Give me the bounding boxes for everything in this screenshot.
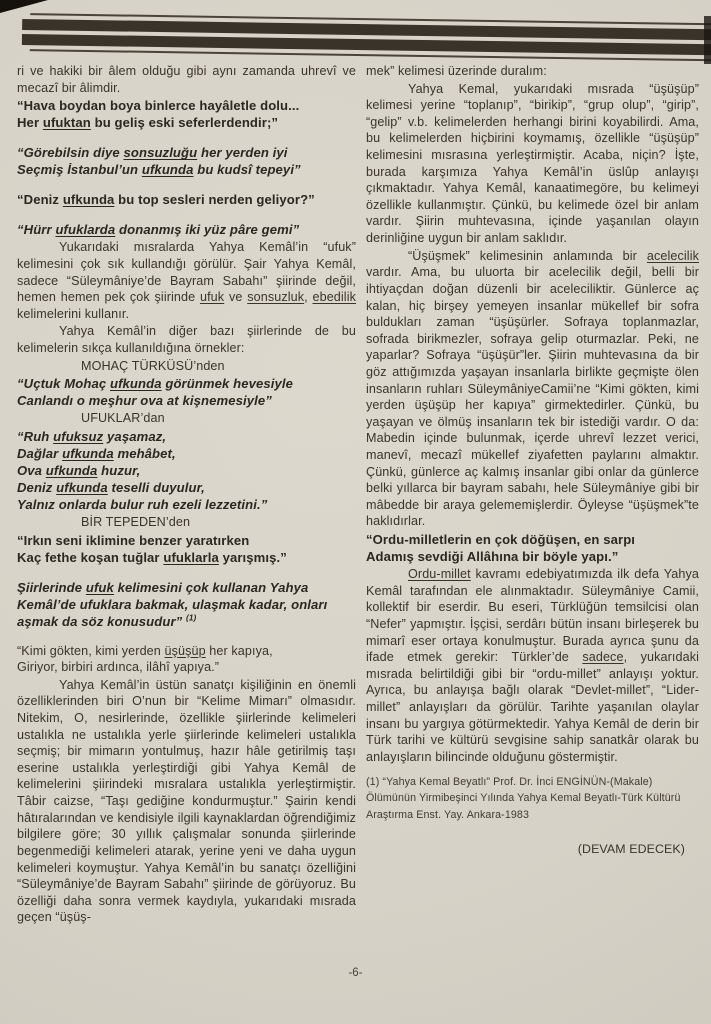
text-line: (DEVAM EDECEK) (577, 841, 685, 856)
text-line: ri ve hakiki bir âlem olduğu gibi aynı zamanda uhrevî ve mecazî bir âlimdir. (17, 64, 356, 95)
scan-artifact-edge (704, 16, 711, 64)
text-line: Yahya Kemâl’in üstün sanatçı kişiliğinin en önemli özelliklerinden biri O’nun bir “Kelime Mimarı” olmasıdır. Nitekim, O, nesirlerinde, özellikle şiirlerinde kelimeleri ustalıkla ne ustalıkla yerle şiirlerinde kelimeleri ustalıkla seçmiş; bir mimarın yontulmuş, hazır hâle getirilmiş taşı eserine ustalıkla yerleştirdiği gibi Yahya Kemâl de kelimelerini şiirindeki mısralara ustalıkla yerleştirmiştir. Tâbir caizse, “Taşı gediğine kondurmuştur.” Şairin kendi hâtıralarından ve kendisiyle ilgili kaynaklardan öğrendiğimiz bilgilere göre; 30 yıllık çalışmalar sonunda şiirlerinde begenmediği kelimeleri atarak, yerine yeni ve daha uygun kelimeleri koymuştur. Yahya Kemâl’in bu sanatçı özelliğini “Süleymâniye’de Bayram Sabahı” şiirinde de görüyoruz. Bu özelliği daha sonra vermek kaydıyla, yukarıdaki mısrada geçen “üşüş- (17, 677, 356, 925)
poem-source (17, 358, 356, 375)
text-line: Deniz ufkunda teselli duyulur, (17, 479, 205, 495)
text-line: “Kimi gökten, kimi yerden üşüşüp her kapıya, (17, 643, 273, 658)
text-line: “Üşüşmek” kelimesinin anlamında bir acelecilik vardır. Ama, bu uluorta bir acelecilik değil, belli bir ihtiyaçdan doğan düzenli bir aceleciliktir. Günlerce aç kalan, hiç birşey yemeyen insanlar mükellef bir sofra buldukları zaman “üşüşürler. Sofraya toplanmazlar, sofrada birikmezler, sofraya gelip oturmazlar. Peki, ne yaparlar? Sofraya “üşüşür”ler. Şiirin muhtevasına da bir göz attığımızda yaşayan insanlarla birlikte geçmişte ölen insanların ruhları SüleymâniyeCamii’ne “Kimi gökten, kimi yerden üşüşüp her kapıya” girmektedirler. Çünkü, bu yaşayan ve ölmüş insanların tek bir istediği vardır. O da: Mabedin içinde bulunmak, içerde uhrevî lezzet verici, manevî, mecazî mükellef ziyafetten paylarını almaktır. Çünkü, günlerce aç kalmış insanlar gibi onlar da günlerce belki yıllarca bir bayram sabahı, hele Süleymâniye gibi bir mâbedde bir araya gelememişlerdir. Öyleyse “üşüşmek”te haklıdırlar. (366, 248, 699, 529)
verse-quote (17, 643, 356, 676)
text-line: Kaç fethe koşan tuğlar ufuklarla yarışmış.” (17, 549, 287, 565)
text-line: BİR TEPEDEN’den (81, 514, 191, 529)
text-line: Yahya Kemâl’in diğer bazı şiirlerinde de bu kelimelerin sıkça kullanıldığına örnekler: (17, 324, 356, 355)
verse-quote (17, 191, 356, 208)
continuation-notice (366, 841, 699, 857)
text-line: “Ruh ufuksuz yaşamaz, (17, 428, 167, 444)
text-line: Şiirlerinde ufuk kelimesini çok kullanan Yahya Kemâl’de ufuklara bakmak, ulaşmak kadar, onları aşmak da söz konusudur” $^{(1)}$ (17, 579, 328, 629)
text-line: MOHAÇ TÜRKÜSÜ’nden (81, 358, 225, 373)
continued-paragraph (17, 63, 356, 96)
text-line: Dağlar ufkunda mehâbet, (17, 445, 176, 461)
right-column (366, 63, 699, 858)
scan-artifact-corner (0, 0, 48, 13)
header-rule-bars (22, 13, 711, 65)
text-line: Yalnız onlarda bulur ruh ezeli lezzetini.” (17, 496, 268, 512)
paragraph (366, 81, 699, 247)
verse-quote (17, 532, 356, 566)
text-line: “Ordu-milletlerin en çok döğüşen, en sarpı (366, 532, 636, 548)
text-line: UFUKLAR’dan (81, 411, 165, 426)
text-line: Adamış sevdiği Allâhına bir böyle yapı.” (366, 549, 619, 565)
verse-quote (17, 375, 356, 409)
paragraph (366, 248, 699, 530)
text-line: “Deniz ufkunda bu top sesleri nerden geliyor?” (17, 192, 315, 208)
text-line: “Görebilsin diye sonsuzluğu her yerden iyi (17, 145, 288, 161)
text-line: mek” kelimesi üzerinde duralım: (366, 64, 547, 78)
paragraph (366, 566, 699, 765)
paragraph (17, 677, 356, 926)
text-line: Yahya Kemal, yukarıdaki mısrada “üşüşüp” kelimesi yerine “toplanıp”, “birikip”, “grup olup”, “girip”, “gelip” v.b. kelimelerden herhangi birini koyabilirdi. Ama, bu kelimelerden hiçbirini koymamış, özellikle “üşüşüp” kelimesini mısrasına yerleştirmiştir. Acaba, niçin? İşte, burada karşımıza Yahya Kemâl’in üslûp anlayışı çıkmaktadır. Yahya Kemâl, kanaatimegöre, bu kelimeyi özellikle kullanmıştır. Çünkü, bu kelimede özel bir anlam vardır. Şiirin muhtevasına, içinde yaşanılan olayın derinliğine uygun bir anlam saklıdır. (366, 81, 699, 246)
text-line: “Hürr ufuklarda donanmış iki yüz pâre gemi” (17, 222, 300, 238)
text-line: Giriyor, birbiri ardınca, ilâhî yapıya.” (17, 660, 220, 675)
verse-quote (17, 144, 356, 178)
text-line: “Irkın seni iklimine benzer yaratırken (17, 532, 250, 548)
text-line: Ova ufkunda huzur, (17, 462, 141, 478)
text-line: (1) “Yahya Kemal Beyatlı” Prof. Dr. İnci ENGİNÜN-(Makale) Ölümünün Yirmibeşinci Yılında Yahya Kemal Beyatlı-Türk Kültürü Araştırma Enst. Yay. Ankara-1983 (366, 776, 681, 821)
continued-paragraph (366, 63, 699, 80)
poem-source (17, 410, 356, 427)
verse-quote (17, 428, 356, 513)
paragraph (17, 323, 356, 356)
text-line: “Uçtuk Mohaç ufkunda görünmek hevesiyle (17, 376, 294, 392)
citation-quote (17, 579, 356, 630)
text-line: Ordu-millet kavramı edebiyatımızda ilk defa Yahya Kemâl tarafından ele alınmaktadır. Süleymâniye Camii, kollektif bir eserdir. Bu eseri, Türklüğün temsilcisi olan “Nefer” yapmıştır. İşçisi, serdârı bütün insanı birleşerek bu mimarî eser ortaya konulmuştur. Burada ayrıca şunu da ifade etmek gerekir: Türkler’de sadece, yukarıdaki mısrada belirtildiği gibi bir “ordu-millet” anlayışı yoktur. Ayrıca, bu anlayışa bağlı olarak “Devlet-millet”, “Lider-millet” anlayışları da görülür. Tarihte yaşanılan olaylar insanı bu yargıya götürmektedir. Yahya Kemâl de derin bir Türk tarihi ve kültürü sevgisine sahip sanatkâr olarak bu anlayışların bilincinde olduğunu göstermiştir. (366, 567, 699, 764)
text-line: Yukarıdaki mısralarda Yahya Kemâl’in “ufuk” kelimesini çok sık kullandığı görülür. Şair Yahya Kemâl, sadece “Süleymâniye’de Bayram Sabahı” şiirinde değil, hemen hemen pek çok şiirinde ufuk ve sonsuzluk, ebedilik kelimelerini kullanır. (17, 240, 356, 321)
page-number: -6- (348, 967, 363, 979)
text-line: Seçmiş İstanbul’un ufkunda bu kudsî tepeyi” (17, 162, 301, 178)
verse-quote (17, 97, 356, 131)
poem-source (17, 514, 356, 531)
text-line: “Hava boydan boya binlerce hayâletle dolu... (17, 98, 300, 114)
paragraph (17, 239, 356, 322)
footnote (366, 774, 699, 822)
text-line: Canlandı o meşhur ova at kişnemesiyle” (17, 393, 272, 409)
verse-quote (366, 531, 699, 565)
verse-quote (17, 221, 356, 238)
text-line: Her ufuktan bu geliş eski seferlerdendir;” (17, 115, 279, 131)
left-column (17, 63, 356, 927)
